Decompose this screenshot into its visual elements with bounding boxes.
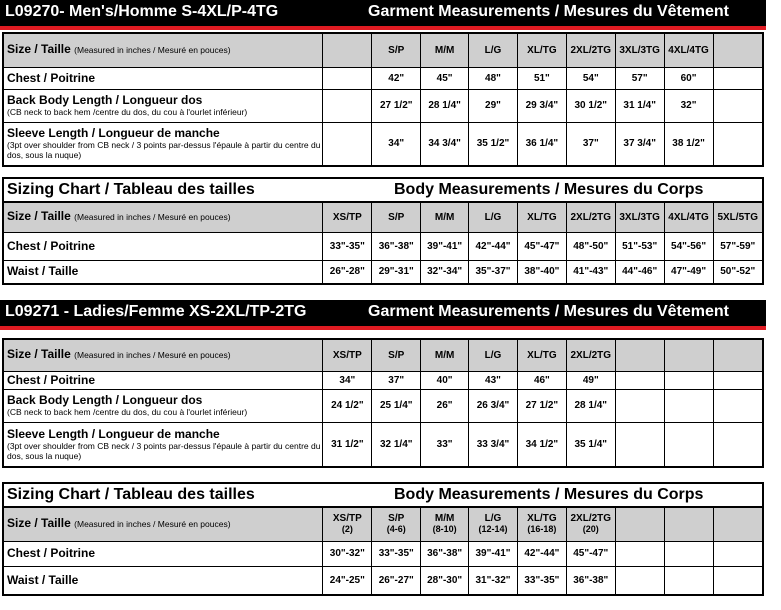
size-header-cell [713,202,763,232]
size-header-cell [469,507,518,541]
measurement-cell: 33"-35" [517,566,566,595]
row-label-cell [3,89,323,122]
row-label: Chest / Poitrine [7,546,96,560]
measurement-cell [713,89,763,122]
measurement-cell [664,389,713,422]
measurement-cell: 54" [566,67,615,89]
size-header-cell [469,33,518,67]
size-header-cell [713,33,763,67]
size-label-cell [3,33,323,67]
size-header-cell [566,202,615,232]
measurement-cell [664,371,713,389]
row-label-note: (3pt over shoulder from CB neck / 3 points par-dessus l'épaule à partir du centre du dos, sous la nuque) [7,440,321,461]
measurement-cell: 34 1/2" [517,422,566,467]
measurement-cell: 42" [372,67,421,89]
size-header: M/M [434,211,455,223]
measurement-cell: 36"-38" [372,232,421,260]
size-header-cell [664,202,713,232]
size-header-cell [566,33,615,67]
size-row [3,507,763,541]
row-label: Back Body Length / Longueur dos [7,93,203,107]
size-row [3,33,763,67]
measurement-cell: 45" [421,67,469,89]
measurement-cell [713,422,763,467]
section-title: L09270- Men's/Homme S-4XL/P-4TG [5,3,279,20]
size-header-cell [664,33,713,67]
measurement-cell: 32" [664,89,713,122]
measurement-cell: 46" [517,371,566,389]
measurement-cell: 33 3/4" [469,422,518,467]
size-label: Size / Taille [7,209,71,224]
measurement-cell [713,122,763,166]
size-header: S/P [388,211,405,223]
row-label-cell [3,260,323,284]
row-label-cell [3,389,323,422]
row-label: Chest / Poitrine [7,70,96,85]
measurement-cell: 41"-43" [566,260,615,284]
section-subtitle: Garment Measurements / Mesures du Vêtement [368,303,730,320]
size-header: L/G [484,44,502,56]
size-label: Size / Taille [7,347,71,362]
measurement-cell [615,389,664,422]
measurement-cell: 37" [372,371,421,389]
measurement-cell: 31"-32" [469,566,518,595]
table-row [3,232,763,260]
measurement-cell: 54"-56" [664,232,713,260]
section-subtitle: Body Measurements / Mesures du Corps [394,486,704,503]
size-label: Size / Taille [7,516,71,531]
mens-body-table [2,201,764,285]
mens-garment-table [2,32,764,167]
measurement-cell: 39"-41" [469,541,518,566]
measurement-cell [713,67,763,89]
size-header-cell [566,507,615,541]
measurement-cell: 57"-59" [713,232,763,260]
row-label-note: (CB neck to back hem /centre du dos, du cou à l'ourlet inférieur) [7,407,248,417]
table-row [3,89,763,122]
row-label-cell [3,422,323,467]
section-header-ladies-body [2,482,764,506]
row-label-note: (CB neck to back hem /centre du dos, du cou à l'ourlet inférieur) [7,107,248,117]
size-age-range: (16-18) [527,524,557,535]
ladies-body-table [2,506,764,596]
size-age-range: (2) [341,524,353,535]
measurement-cell: 28 1/4" [421,89,469,122]
measurement-cell [615,541,664,566]
table-row [3,422,763,467]
measurement-cell [713,566,763,595]
section-title: L09271 - Ladies/Femme XS-2XL/TP-2TG [5,303,307,320]
measurement-cell [615,371,664,389]
size-note: (Measured in inches / Mesuré en pouces) [74,212,231,223]
measurement-cell: 39"-41" [421,232,469,260]
measurement-cell: 51" [517,67,566,89]
size-header: XS/TP [332,349,362,361]
measurement-cell: 31 1/4" [615,89,664,122]
measurement-cell [713,371,763,389]
measurement-cell: 48" [469,67,518,89]
row-label-cell [3,566,323,595]
table-row [3,371,763,389]
size-header: M/M [434,349,455,361]
table-row [3,389,763,422]
size-age-range: (4-6) [386,524,406,535]
size-header: XL/TG [527,211,557,223]
row-label: Back Body Length / Longueur dos [7,393,203,407]
size-header-cell [517,507,566,541]
measurement-cell: 36 1/4" [517,122,566,166]
size-header-cell [323,507,372,541]
table-row [3,122,763,166]
measurement-cell: 50"-52" [713,260,763,284]
measurement-cell: 34" [372,122,421,166]
size-row [3,202,763,232]
measurement-cell: 34 3/4" [421,122,469,166]
table-row [3,566,763,595]
measurement-cell: 35"-37" [469,260,518,284]
section-header-ladies-garment [0,300,766,326]
red-divider [0,26,766,30]
measurement-cell [713,389,763,422]
size-header-cell [566,339,615,371]
size-header-cell [421,33,469,67]
row-label-cell [3,122,323,166]
row-label-cell [3,371,323,389]
size-header: L/G [484,513,502,525]
size-label-cell [3,339,323,371]
size-header-cell [713,507,763,541]
size-header-cell [664,339,713,371]
size-header-cell [517,202,566,232]
size-header: 2XL/2TG [570,513,612,525]
size-header-cell [615,507,664,541]
size-header-cell [469,339,518,371]
size-header-cell [517,33,566,67]
measurement-cell: 33"-35" [372,541,421,566]
size-header: 4XL/4TG [668,211,709,223]
size-header: 2XL/2TG [570,349,612,361]
measurement-cell: 38 1/2" [664,122,713,166]
size-header-cell [372,339,421,371]
row-label-cell [3,232,323,260]
measurement-cell: 45"-47" [517,232,566,260]
measurement-cell: 34" [323,371,372,389]
red-divider [0,326,766,330]
size-header-cell [323,339,372,371]
measurement-cell: 31 1/2" [323,422,372,467]
measurement-cell: 30 1/2" [566,89,615,122]
measurement-cell: 36"-38" [421,541,469,566]
size-label-cell [3,202,323,232]
section-subtitle: Garment Measurements / Mesures du Vêtement [368,3,730,20]
measurement-cell [664,541,713,566]
size-header-cell [372,507,421,541]
row-label: Waist / Taille [7,572,79,587]
row-label: Sleeve Length / Longueur de manche [7,426,220,441]
measurement-cell: 29" [469,89,518,122]
measurement-cell: 48"-50" [566,232,615,260]
size-header-cell [615,339,664,371]
table-row [3,260,763,284]
size-header: 3XL/3TG [619,44,660,56]
measurement-cell: 60" [664,67,713,89]
table-row [3,67,763,89]
size-age-range: (20) [582,524,599,535]
size-header-cell [421,507,469,541]
size-header: L/G [484,211,502,223]
measurement-cell [615,566,664,595]
size-header-cell [372,33,421,67]
section-subtitle: Body Measurements / Mesures du Corps [394,181,704,198]
size-header-cell [517,339,566,371]
measurement-cell: 35 1/4" [566,422,615,467]
size-header-cell [421,339,469,371]
size-note: (Measured in inches / Mesuré en pouces) [74,350,231,361]
measurement-cell: 33"-35" [323,232,372,260]
measurement-cell: 26"-28" [323,260,372,284]
measurement-cell: 27 1/2" [372,89,421,122]
size-header-cell [421,202,469,232]
size-header-cell [615,33,664,67]
size-header: S/P [388,44,405,56]
size-header: M/M [434,44,455,56]
size-header: S/P [388,513,405,525]
size-header: S/P [388,349,405,361]
measurement-cell: 25 1/4" [372,389,421,422]
row-label-cell [3,541,323,566]
measurement-cell: 32 1/4" [372,422,421,467]
measurement-cell: 24"-25" [323,566,372,595]
measurement-cell [664,566,713,595]
size-note: (Measured in inches / Mesuré en pouces) [74,45,231,56]
size-header: XS/TP [332,211,362,223]
size-header-cell [713,339,763,371]
size-header: M/M [434,513,455,525]
size-header: 5XL/5TG [717,211,759,223]
size-header-cell [323,202,372,232]
size-header-cell [469,202,518,232]
measurement-cell [323,67,372,89]
size-header: XS/TP [332,513,362,525]
row-label-note: (3pt over shoulder from CB neck / 3 points par-dessus l'épaule à partir du centre du dos, sous la nuque) [7,140,321,161]
measurement-cell: 32"-34" [421,260,469,284]
size-label: Size / Taille [7,42,71,57]
measurement-cell: 26 3/4" [469,389,518,422]
measurement-cell: 24 1/2" [323,389,372,422]
size-header: XL/TG [527,513,557,525]
measurement-cell [713,541,763,566]
row-label: Chest / Poitrine [7,238,96,253]
section-header-mens-garment [0,0,766,26]
measurement-cell: 28"-30" [421,566,469,595]
row-label: Sleeve Length / Longueur de manche [7,126,220,141]
measurement-cell: 33" [421,422,469,467]
size-age-range: (8-10) [432,524,457,535]
size-header: 4XL/4TG [668,44,709,56]
size-header: 3XL/3TG [619,211,660,223]
measurement-cell: 49" [566,371,615,389]
measurement-cell: 35 1/2" [469,122,518,166]
size-header: L/G [484,349,502,361]
measurement-cell: 51"-53" [615,232,664,260]
measurement-cell [664,422,713,467]
row-label-cell [3,67,323,89]
measurement-cell: 37" [566,122,615,166]
size-header-cell [664,507,713,541]
measurement-cell: 36"-38" [566,566,615,595]
measurement-cell: 47"-49" [664,260,713,284]
size-header-cell [615,202,664,232]
measurement-cell: 27 1/2" [517,389,566,422]
size-header: 2XL/2TG [570,44,612,56]
measurement-cell: 45"-47" [566,541,615,566]
size-age-range: (12-14) [478,524,508,535]
section-header-mens-body [2,177,764,201]
size-header-cell [372,202,421,232]
measurement-cell: 57" [615,67,664,89]
measurement-cell: 38"-40" [517,260,566,284]
measurement-cell: 40" [421,371,469,389]
measurement-cell: 42"-44" [469,232,518,260]
section-title: Sizing Chart / Tableau des tailles [7,181,255,198]
row-label: Waist / Taille [7,264,79,279]
measurement-cell: 26"-27" [372,566,421,595]
section-title: Sizing Chart / Tableau des tailles [7,486,255,503]
measurement-cell [615,422,664,467]
size-header: 2XL/2TG [570,211,612,223]
measurement-cell: 43" [469,371,518,389]
ladies-garment-table [2,338,764,468]
measurement-cell: 42"-44" [517,541,566,566]
measurement-cell: 28 1/4" [566,389,615,422]
size-header: XL/TG [527,349,557,361]
size-header-cell [323,33,372,67]
size-note: (Measured in inches / Mesuré en pouces) [74,519,231,530]
size-header: XL/TG [527,44,557,56]
row-label: Chest / Poitrine [7,372,96,387]
measurement-cell [323,89,372,122]
measurement-cell: 30"-32" [323,541,372,566]
table-row [3,541,763,566]
measurement-cell: 29"-31" [372,260,421,284]
size-label-cell [3,507,323,541]
measurement-cell: 37 3/4" [615,122,664,166]
measurement-cell [323,122,372,166]
size-row [3,339,763,371]
measurement-cell: 26" [421,389,469,422]
measurement-cell: 29 3/4" [517,89,566,122]
measurement-cell: 44"-46" [615,260,664,284]
